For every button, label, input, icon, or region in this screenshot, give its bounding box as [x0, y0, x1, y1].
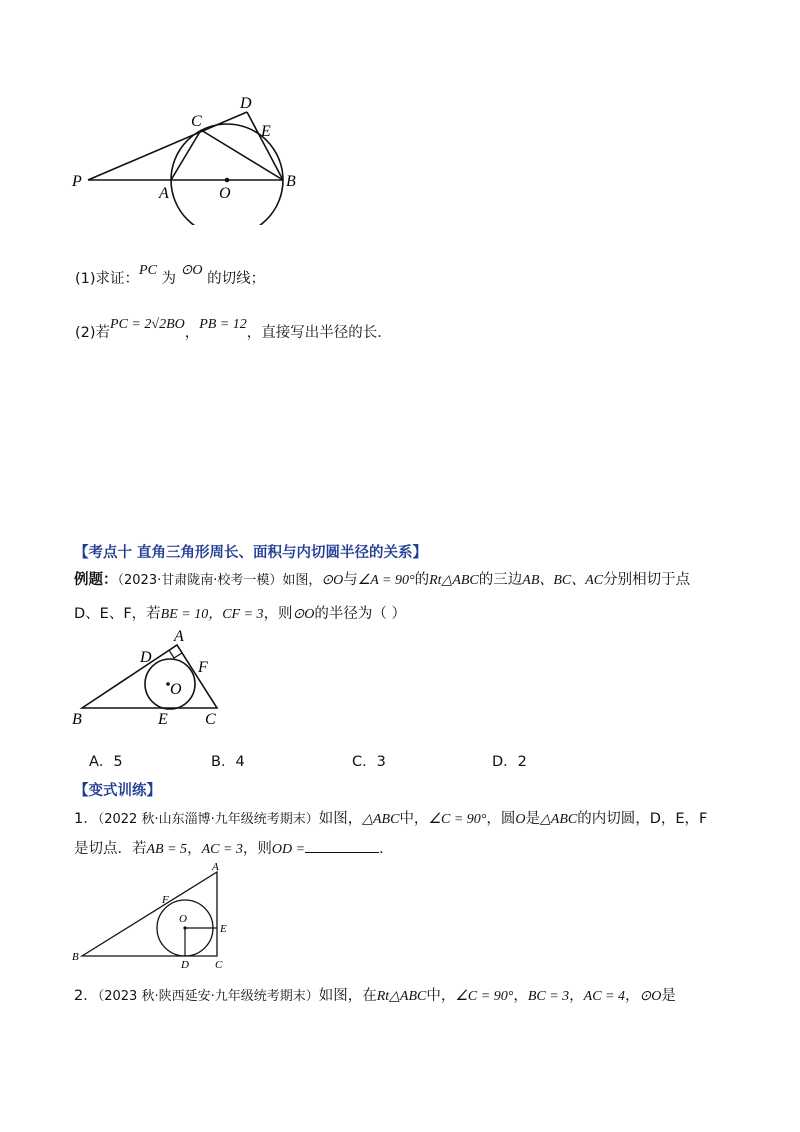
label-c: C	[191, 113, 202, 130]
label-p: P	[72, 173, 82, 190]
q1-suffix: 的切线；	[207, 271, 266, 287]
p1-m2: ∠C = 90°	[428, 812, 487, 827]
p2-num: 2．	[74, 988, 98, 1004]
p2-t2: 中，	[426, 988, 456, 1004]
p1-t4: 是	[525, 811, 540, 827]
answer-blank[interactable]	[305, 838, 379, 853]
example-m5: BE = 10，CF = 3	[160, 607, 264, 622]
fig2-label-c: C	[205, 711, 216, 728]
fig3-label-o: O	[179, 913, 187, 925]
example-t1: 与	[343, 572, 358, 588]
p1-end: .	[379, 841, 384, 857]
center-dot	[225, 178, 230, 183]
figure-1	[60, 90, 310, 225]
p1-line2-pre: 是切点．若	[74, 841, 147, 857]
section-heading: 【考点十 直角三角形周长、面积与内切圆半径的关系】	[74, 545, 428, 561]
example-m3: Rt△ABC	[429, 573, 479, 588]
fig3-label-c: C	[215, 959, 223, 970]
q1-math-circle: ⊙O	[180, 263, 203, 278]
p2-source: （2023 秋·陕西延安·九年级统考期末）	[97, 989, 319, 1004]
example-label: 例题：	[74, 572, 118, 588]
incenter-dot-3	[183, 926, 186, 929]
p1-source: （2022 秋·山东淄博·九年级统考期末）	[97, 812, 319, 827]
example-m4: AB、BC、AC	[522, 573, 604, 588]
p1-m4: △ABC	[540, 812, 578, 827]
q1-prefix: (1)求证：	[75, 271, 140, 287]
problem-1-line-2	[74, 838, 384, 861]
example-t3: 的三边	[478, 572, 523, 588]
p1-t6: ，	[187, 841, 202, 857]
label-b: B	[286, 173, 296, 190]
example-line2-mid: ，则	[263, 606, 293, 622]
q2-comma: ，	[184, 325, 200, 341]
fig2-label-b: B	[72, 711, 82, 728]
choice-d[interactable]: D．2	[492, 754, 527, 770]
q1-mid: 为	[161, 271, 177, 287]
fig2-label-o: O	[170, 681, 182, 698]
p1-t5: 的内切圆，D，E，F	[577, 811, 708, 827]
fig3-label-e: E	[220, 923, 227, 935]
p1-t1: 如图，	[318, 811, 363, 827]
figure-3	[64, 862, 244, 970]
example-t4: 分别相切于点	[603, 572, 691, 588]
p2-m2: ∠C = 90°	[455, 989, 514, 1004]
label-a: A	[159, 185, 169, 202]
fig2-label-a: A	[174, 628, 184, 645]
p2-t4: ，	[569, 988, 584, 1004]
p2-m5: ⊙O	[639, 989, 662, 1004]
p1-t3: ，圆	[486, 811, 516, 827]
example-line-1	[74, 569, 690, 592]
variant-heading: 【变式训练】	[74, 783, 161, 799]
label-d: D	[240, 95, 252, 112]
p1-t7: ，则	[242, 841, 272, 857]
p2-m3: BC = 3	[527, 989, 570, 1004]
question-1	[75, 263, 266, 291]
p2-t1: 如图，在	[318, 988, 377, 1004]
q2-prefix: (2)若	[75, 325, 111, 341]
example-line2-pre: D、E、F，若	[74, 606, 161, 622]
q2-math-pb: PB = 12	[199, 317, 247, 332]
q2-math-pc-eq: PC = 2√2BO	[110, 317, 185, 332]
example-m6: ⊙O	[292, 607, 315, 622]
p1-num: 1．	[74, 811, 98, 827]
fig2-label-d: D	[140, 649, 152, 666]
fig3-label-d: D	[181, 959, 189, 970]
problem-2-line-1	[74, 985, 676, 1008]
label-o: O	[219, 185, 231, 202]
label-e: E	[261, 123, 271, 140]
p1-m3: O	[515, 812, 526, 827]
problem-1-line-1	[74, 808, 707, 831]
p2-m4: AC = 4	[583, 989, 625, 1004]
p2-m1: Rt△ABC	[376, 989, 427, 1004]
example-m2: ∠A = 90°	[357, 573, 415, 588]
fig3-label-a: A	[212, 862, 219, 873]
p1-m7: OD =	[271, 842, 306, 857]
example-m1: ⊙O	[321, 573, 344, 588]
example-line-2	[74, 603, 406, 626]
example-line2-post: 的半径为（ ）	[314, 606, 407, 622]
fig3-label-f: F	[162, 894, 169, 906]
fig2-label-e: E	[158, 711, 168, 728]
p2-t3: ，	[513, 988, 528, 1004]
choice-b[interactable]: B．4	[211, 754, 245, 770]
p1-m6: AC = 3	[201, 842, 243, 857]
p2-t6: 是	[661, 988, 676, 1004]
figure-2	[62, 628, 237, 728]
example-source: （2023·甘肃陇南·校考一模）如图，	[117, 573, 322, 588]
p2-t5: ，	[625, 988, 640, 1004]
choice-c[interactable]: C．3	[352, 754, 386, 770]
segment-pd	[88, 112, 247, 180]
choice-a[interactable]: A．5	[89, 754, 123, 770]
q2-suffix: ，直接写出半径的长．	[246, 325, 392, 341]
q1-math-pc: PC	[139, 263, 157, 278]
p1-m5: AB = 5	[146, 842, 188, 857]
p1-m1: △ABC	[362, 812, 400, 827]
p1-t2: 中，	[399, 811, 429, 827]
triangle-abc-3	[82, 872, 217, 956]
fig2-label-f: F	[198, 659, 208, 676]
example-t2: 的	[414, 572, 430, 588]
fig3-label-b: B	[72, 951, 79, 963]
question-2	[75, 317, 392, 345]
